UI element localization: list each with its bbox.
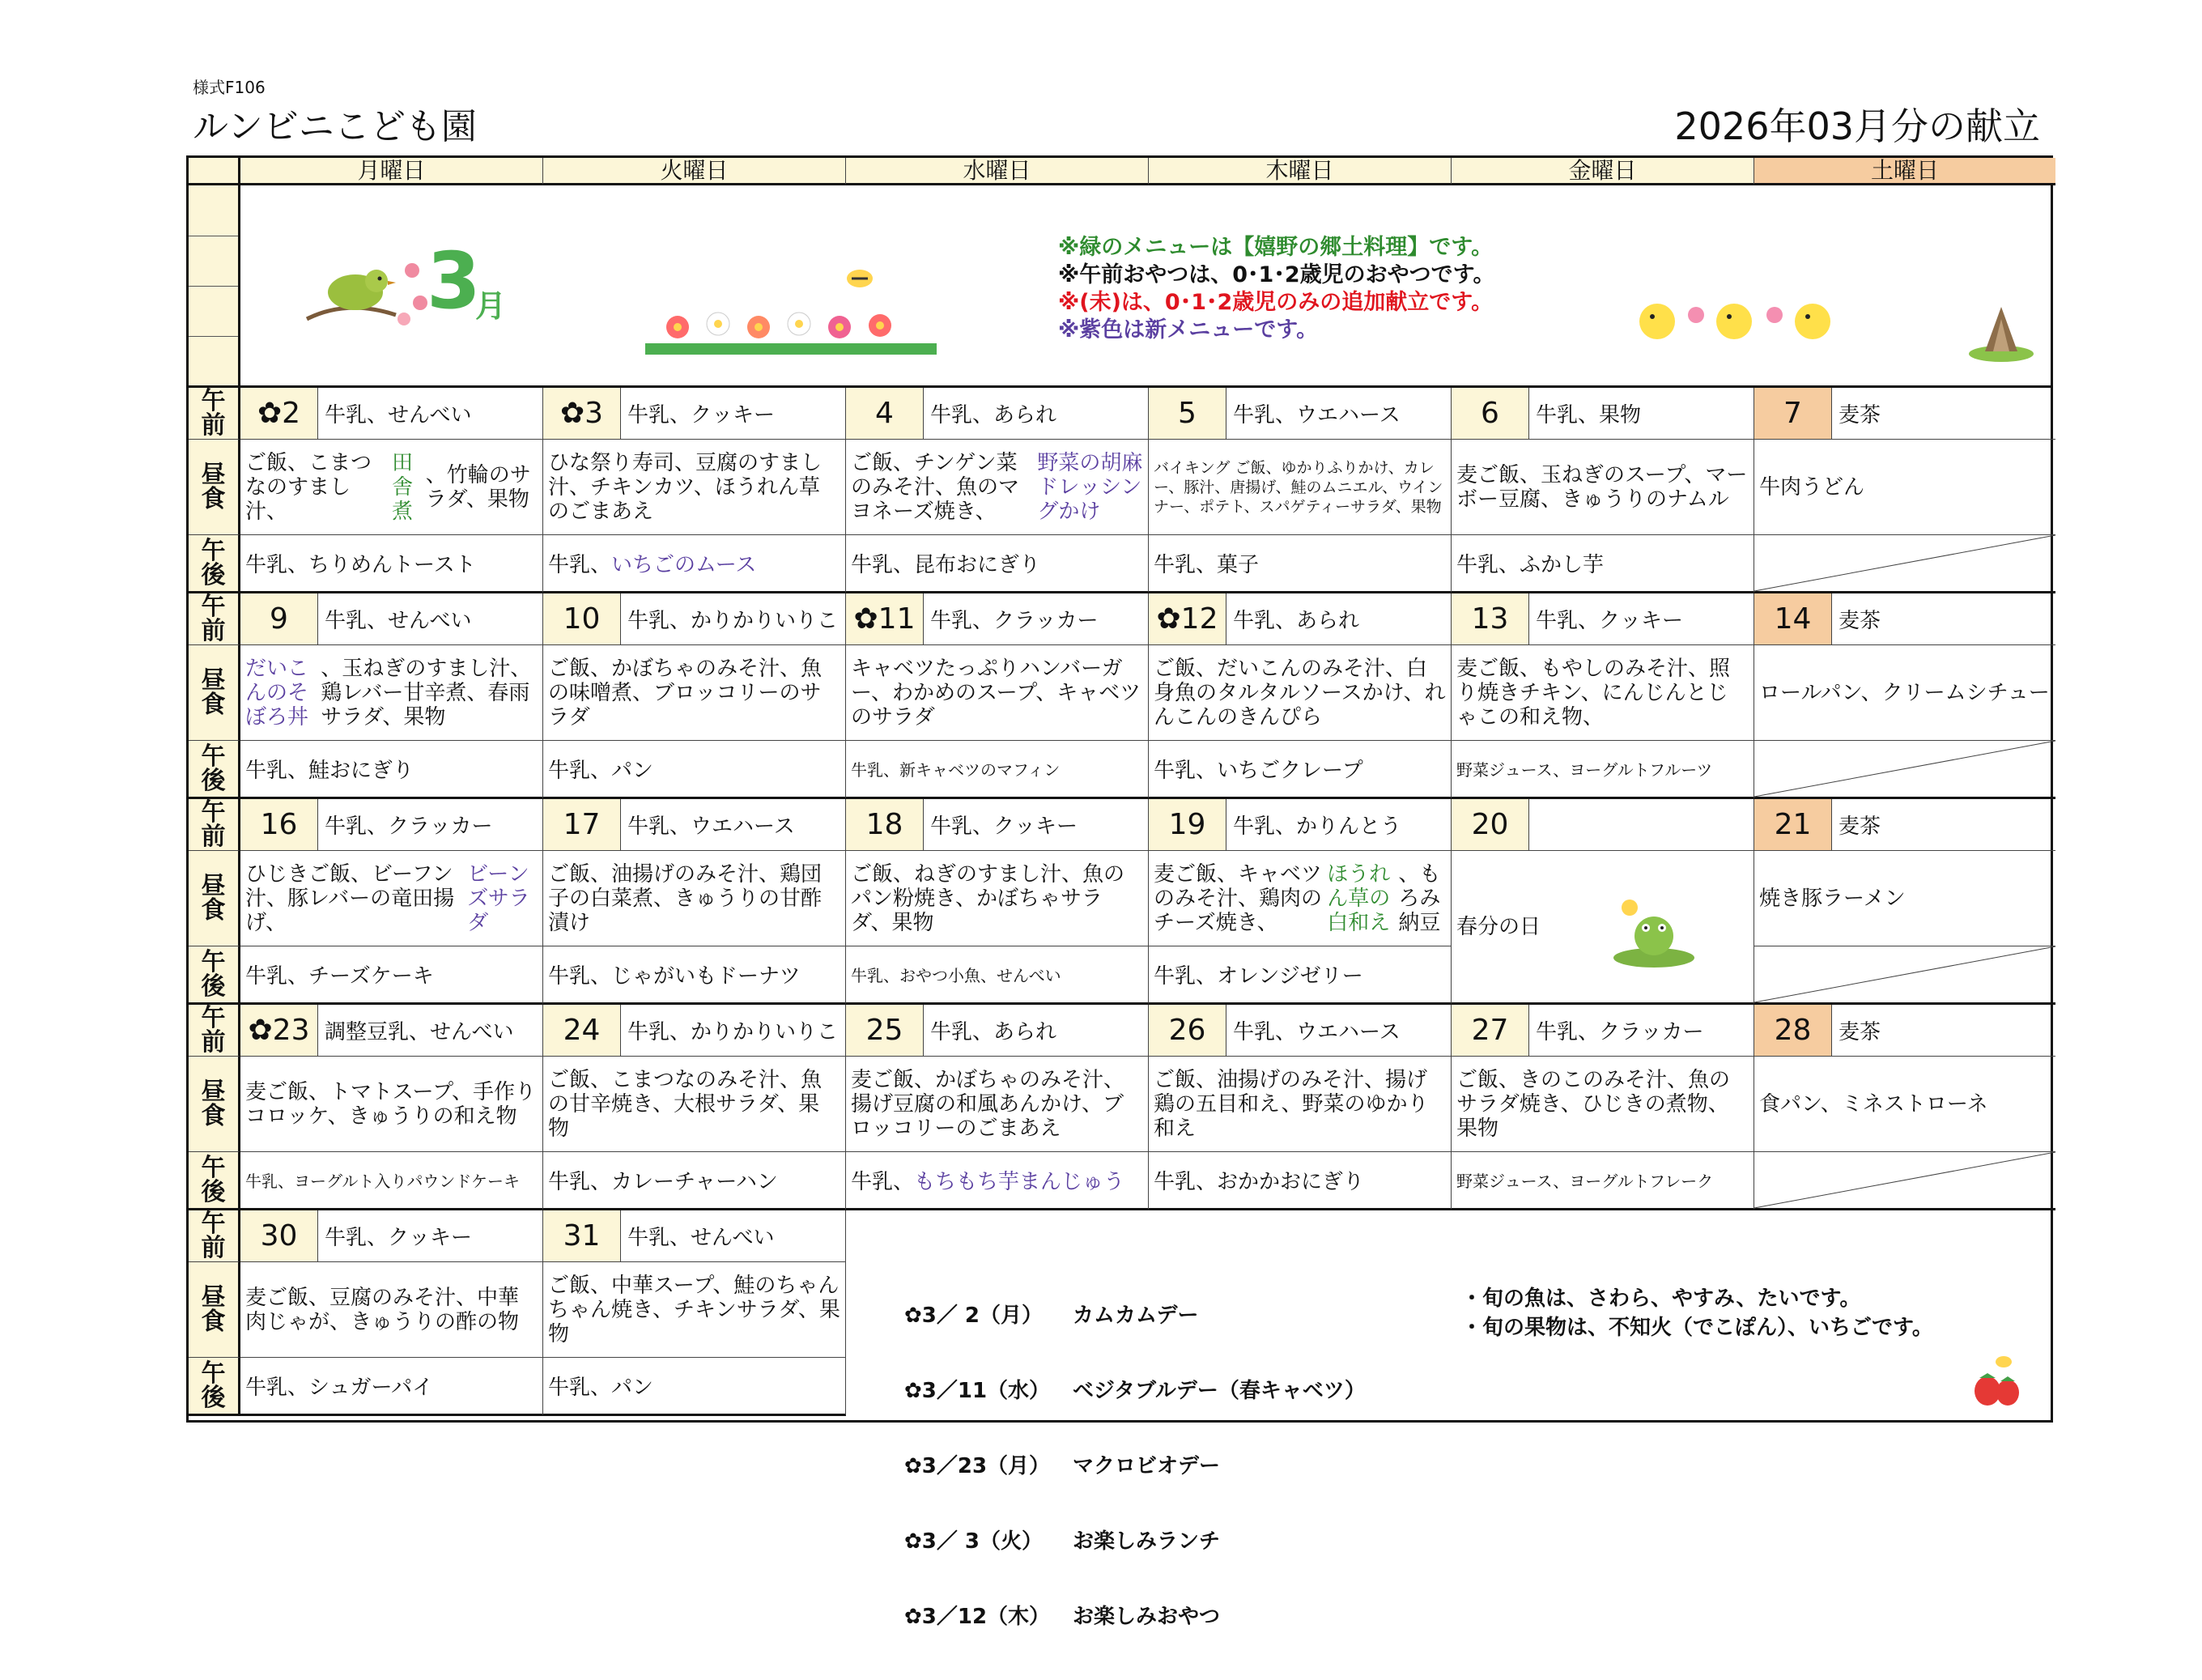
day-number: ✿12 [1149, 593, 1226, 644]
flowers-illustration [645, 262, 937, 359]
lunch-cell [543, 851, 846, 946]
lunch-menu: 焼き豚ラーメン [1759, 886, 1906, 911]
day-number: 5 [1149, 388, 1226, 439]
lunch-cell [240, 1057, 543, 1152]
am-snack: 牛乳、クラッカー [930, 609, 1099, 633]
pm-snack-cell [1149, 946, 1452, 1005]
am-snack: 牛乳、せんべい [325, 609, 472, 633]
am-snack-cell [1754, 593, 2055, 645]
lunch-cell [1754, 851, 2055, 946]
day-number: 9 [240, 593, 318, 644]
am-snack: 牛乳、果物 [1536, 403, 1642, 427]
row-label-am: 午 前 [189, 799, 240, 851]
lunch-cell [846, 645, 1149, 741]
banner [240, 185, 2051, 388]
lunch-cell [543, 440, 846, 535]
day-number: 13 [1452, 593, 1529, 644]
am-snack-cell [543, 799, 846, 851]
lunch-cell [1452, 645, 1754, 741]
am-snack: 牛乳、せんべい [325, 403, 472, 427]
lunch-menu: ご飯、チンゲン菜のみそ汁、魚のマヨネーズ焼き、 野菜の胡麻ドレッシングかけ [851, 450, 1143, 524]
lunch-menu: ひな祭り寿司、豆腐のすまし汁、チキンカツ、ほうれん草のごまあえ [548, 450, 823, 524]
event-date: ✿3／ 2（月） [904, 1304, 1044, 1328]
am-snack: 牛乳、あられ [930, 403, 1057, 427]
lunch-cell [543, 645, 846, 741]
event-name: マクロビオデー [1073, 1454, 1221, 1478]
lunch-menu: 麦ご飯、豆腐のみそ汁、中華肉じゃが、きゅうりの酢の物 [245, 1285, 520, 1334]
pm-snack-cell [543, 535, 846, 593]
lunch-cell [240, 440, 543, 535]
lunch-cell [1452, 1057, 1754, 1152]
pm-snack: 牛乳、おやつ小魚、せんべい [851, 966, 1061, 985]
lunch-menu: 麦ご飯、かぼちゃのみそ汁、揚げ豆腐の和風あんかけ、ブロッコリーのごまあえ [851, 1067, 1125, 1141]
lunch-menu: 麦ご飯、もやしのみそ汁、照り焼きチキン、にんじんとじゃこの和え物、 [1456, 656, 1731, 729]
day-number: ✿2 [240, 388, 318, 439]
lunch-menu: だいこんのそぼろ丼 、玉ねぎのすまし汁、鶏レバー甘辛煮、春雨サラダ、果物 [245, 656, 532, 729]
seasonal-notes [1461, 1284, 1933, 1342]
row-label-pm: 午 後 [189, 741, 240, 799]
form-code: 様式F106 [193, 78, 266, 97]
lunch-menu: ご飯、ねぎのすまし汁、魚のパン粉焼き、かぼちゃサラダ、果物 [851, 861, 1125, 935]
pm-snack: 牛乳、オレンジゼリー [1154, 964, 1363, 989]
event-name: ベジタブルデー（春キャベツ） [1073, 1379, 1366, 1403]
pm-snack: 牛乳、じゃがいもドーナツ [548, 964, 801, 989]
am-snack-cell [1149, 388, 1452, 440]
month-badge: 3 [427, 236, 481, 326]
lunch-menu: ご飯、こまつなのすまし汁、 田舎煮 、竹輪のサラダ、果物 [245, 450, 531, 524]
row-label-lunch: 昼 食 [189, 1262, 240, 1358]
lunch-cell [1754, 440, 2055, 535]
day-number: 26 [1149, 1005, 1226, 1056]
day-number: 6 [1452, 388, 1529, 439]
pm-snack-cell [1754, 1152, 2055, 1210]
pm-snack-cell [240, 946, 543, 1005]
am-snack: 牛乳、クラッカー [1536, 1020, 1704, 1044]
lunch-menu: ご飯、油揚げのみそ汁、揚げ鶏の五目和え、野菜のゆかり和え [1154, 1067, 1429, 1141]
pm-snack: 牛乳、鮭おにぎり [245, 759, 414, 783]
am-snack-cell [1452, 388, 1754, 440]
note-line: ※(未)は、0･1･2歳児のみの追加献立です。 [1058, 290, 1494, 315]
am-snack-cell [1754, 1005, 2055, 1057]
pm-snack-cell [543, 1358, 846, 1416]
pm-snack: 野菜ジュース、ヨーグルトフルーツ [1456, 760, 1713, 780]
no-pm-slash [1754, 535, 2055, 591]
lunch-cell [240, 851, 543, 946]
event-name: お楽しみランチ [1073, 1529, 1221, 1554]
day-number: 7 [1754, 388, 1832, 439]
pm-snack: 牛乳、カレーチャーハン [548, 1170, 778, 1194]
row-label-pm: 午 後 [189, 946, 240, 1005]
am-snack-cell [543, 1210, 846, 1262]
row-label-am: 午 前 [189, 1210, 240, 1262]
menu-title: 2026年03月分の献立 [1674, 104, 2040, 148]
frog-illustration [1605, 891, 1703, 972]
lunch-menu: ご飯、だいこんのみそ汁、白身魚のタルタルソースかけ、れんこんのきんぴら [1154, 656, 1446, 729]
note-line: ※午前おやつは、0･1･2歳児のおやつです。 [1058, 262, 1495, 287]
pm-snack-cell [543, 741, 846, 799]
lunch-menu: ロールパン、クリームシチュー [1759, 680, 2050, 705]
lunch-cell [1149, 1057, 1452, 1152]
pm-snack-cell [1452, 1152, 1754, 1210]
am-snack-cell [240, 1005, 543, 1057]
am-snack-cell [1754, 799, 2055, 851]
day-number: 31 [543, 1210, 621, 1261]
lunch-cell [1149, 851, 1452, 946]
no-pm-slash [1754, 946, 2055, 1002]
lunch-cell [1149, 440, 1452, 535]
day-number: ✿23 [240, 1005, 318, 1056]
pm-snack: 牛乳、パン [548, 1376, 654, 1400]
day-number: 17 [543, 799, 621, 850]
pm-snack-cell [1149, 535, 1452, 593]
event-date: ✿3／11（水） [904, 1379, 1051, 1403]
day-number: 16 [240, 799, 318, 850]
pm-snack-cell [543, 946, 846, 1005]
pm-snack: 牛乳、ふかし芋 [1456, 553, 1605, 577]
pm-snack-cell [1754, 535, 2055, 593]
row-label-pm: 午 後 [189, 535, 240, 593]
am-snack-cell [240, 1210, 543, 1262]
day-number: 14 [1754, 593, 1832, 644]
lunch-menu: ご飯、こまつなのみそ汁、魚の甘辛焼き、大根サラダ、果物 [548, 1067, 823, 1141]
menu-grid [186, 155, 2053, 1629]
day-number: 25 [846, 1005, 924, 1056]
lunch-cell [543, 1057, 846, 1152]
day-number: 27 [1452, 1005, 1529, 1056]
am-snack-cell [846, 593, 1149, 645]
am-snack-cell [1452, 799, 1754, 851]
am-snack: 牛乳、かりかりいりこ [627, 1020, 839, 1044]
am-snack-cell [543, 1005, 846, 1057]
am-snack: 牛乳、クッキー [325, 1226, 473, 1250]
banner-notes [1058, 234, 1494, 344]
pm-snack-cell [240, 535, 543, 593]
lunch-menu: ご飯、中華スープ、鮭のちゃんちゃん焼き、チキンサラダ、果物 [548, 1273, 840, 1346]
pm-snack: 牛乳、おかかおにぎり [1154, 1170, 1365, 1194]
pm-snack: 牛乳、新キャベツのマフィン [851, 760, 1061, 780]
lunch-cell [1754, 1057, 2055, 1152]
am-snack: 麦茶 [1839, 814, 1881, 839]
row-label-pm: 午 後 [189, 1152, 240, 1210]
row-label-am: 午 前 [189, 593, 240, 645]
bamboo-shoot-illustration [1965, 299, 2038, 364]
strawberry-illustration [1963, 1350, 2028, 1415]
lunch-menu: 麦ご飯、玉ねぎのスープ、マーボー豆腐、きゅうりのナムル [1456, 462, 1748, 512]
day-number: 21 [1754, 799, 1832, 850]
am-snack-cell [1149, 799, 1452, 851]
lunch-menu: 麦ご飯、キャベツのみそ汁、鶏肉のチーズ焼き、 ほうれん草の白和え 、もろみ納豆 [1154, 861, 1441, 935]
day-number: ✿11 [846, 593, 924, 644]
corner-cell [189, 158, 240, 185]
pm-snack-cell [846, 946, 1149, 1005]
am-snack: 牛乳、あられ [1233, 609, 1360, 633]
row-label-am: 午 前 [189, 388, 240, 440]
lunch-cell [240, 645, 543, 741]
weekday-header: 木曜日 [1149, 158, 1452, 185]
lunch-cell [846, 440, 1149, 535]
event-date: ✿3／12（木） [904, 1605, 1051, 1629]
am-snack: 調整豆乳、せんべい [325, 1020, 514, 1044]
day-number: 24 [543, 1005, 621, 1056]
lunch-cell [240, 1262, 543, 1358]
day-number: 18 [846, 799, 924, 850]
pm-snack-cell [846, 741, 1149, 799]
am-snack: 牛乳、クラッカー [325, 814, 493, 839]
pm-snack-cell [1149, 741, 1452, 799]
am-snack: 牛乳、クッキー [1536, 609, 1684, 633]
pm-snack-cell [846, 1152, 1149, 1210]
event-date: ✿3／23（月） [904, 1454, 1051, 1478]
lunch-menu: バイキング ご飯、ゆかりふりかけ、カレー、豚汁、唐揚げ、鮭のムニエル、ウインナー、ポテト、スパゲティーサラダ、果物 [1154, 458, 1443, 516]
row-label-lunch: 昼 食 [189, 851, 240, 946]
am-snack: 牛乳、クッキー [930, 814, 1078, 839]
pm-snack-cell [240, 741, 543, 799]
weekday-header-saturday: 土曜日 [1754, 158, 2055, 185]
am-snack: 麦茶 [1839, 609, 1881, 633]
day-number: 19 [1149, 799, 1226, 850]
pm-snack-cell [543, 1152, 846, 1210]
am-snack: 麦茶 [1839, 403, 1881, 427]
no-pm-slash [1754, 1152, 2055, 1208]
lunch-menu: キャベツたっぷりハンバーガー、わかめのスープ、キャベツのサラダ [851, 656, 1141, 729]
am-snack: 牛乳、かりかりいりこ [627, 609, 839, 633]
events-names [1073, 1253, 1366, 1680]
am-snack: 牛乳、かりんとう [1233, 814, 1402, 839]
am-snack-cell [543, 593, 846, 645]
pm-snack: 牛乳、シュガーパイ [245, 1376, 434, 1400]
lunch-menu: 麦ご飯、トマトスープ、手作りコロッケ、きゅうりの和え物 [245, 1079, 537, 1129]
lunch-cell [846, 1057, 1149, 1152]
row-label-pm: 午 後 [189, 1358, 240, 1416]
lunch-menu: 食パン、ミネストローネ [1759, 1091, 1988, 1116]
row-label-am: 午 前 [189, 1005, 240, 1057]
nursery-name: ルンビニこども園 [193, 106, 477, 147]
event-date: ✿3／ 3（火） [904, 1529, 1044, 1554]
pm-snack-cell [1452, 741, 1754, 799]
am-snack-cell [240, 593, 543, 645]
month-suffix: 月 [475, 288, 507, 324]
pm-snack: 牛乳、いちごクレープ [1154, 759, 1363, 783]
am-snack-cell [543, 388, 846, 440]
lunch-menu: ご飯、かぼちゃのみそ汁、魚の味噌煮、ブロッコリーのサラダ [548, 656, 823, 729]
pm-snack-cell [1452, 535, 1754, 593]
am-snack: 牛乳、ウエハース [627, 814, 795, 839]
am-snack: 牛乳、あられ [930, 1020, 1057, 1044]
chicks-illustration [1633, 291, 1843, 347]
day-number: 20 [1452, 799, 1529, 850]
pm-snack-cell [846, 535, 1149, 593]
banner-side [189, 185, 240, 388]
am-snack-cell [1452, 593, 1754, 645]
day-number: 10 [543, 593, 621, 644]
lunch-menu: 牛肉うどん [1759, 474, 1865, 500]
lunch-cell [1149, 645, 1452, 741]
am-snack: 牛乳、ウエハース [1233, 1020, 1401, 1044]
am-snack-cell [240, 388, 543, 440]
lunch-menu: ご飯、きのこのみそ汁、魚のサラダ焼き、ひじきの煮物、果物 [1456, 1067, 1731, 1141]
lunch-cell [1754, 645, 2055, 741]
row-label-lunch: 昼 食 [189, 440, 240, 535]
am-snack: 牛乳、クッキー [627, 403, 776, 427]
am-snack: 牛乳、ウエハース [1233, 403, 1401, 427]
day-number: 4 [846, 388, 924, 439]
am-snack-cell [1149, 1005, 1452, 1057]
row-label-lunch: 昼 食 [189, 1057, 240, 1152]
no-pm-slash [1754, 741, 2055, 797]
event-name: カムカムデー [1073, 1304, 1199, 1328]
am-snack-cell [846, 799, 1149, 851]
seasonal-fish: ・旬の魚は、さわら、やすみ、たいです。 [1461, 1287, 1861, 1311]
lunch-menu: ひじきご飯、ビーフン汁、豚レバーの竜田揚げ、 ビーンズサラダ [245, 861, 530, 935]
weekday-header: 火曜日 [543, 158, 846, 185]
lunch-menu: ご飯、油揚げのみそ汁、鶏団子の白菜煮、きゅうりの甘酢漬け [548, 861, 823, 935]
lunch-cell [846, 851, 1149, 946]
weekday-header: 水曜日 [846, 158, 1149, 185]
pm-snack-cell [240, 1152, 543, 1210]
pm-snack-cell [240, 1358, 543, 1416]
lunch-cell [543, 1262, 846, 1358]
row-label-lunch: 昼 食 [189, 645, 240, 741]
am-snack-cell [846, 1005, 1149, 1057]
pm-snack: 牛乳、ヨーグルト入りパウンドケーキ [245, 1172, 520, 1191]
holiday-name: 春分の日 [1456, 914, 1541, 939]
am-snack-cell [1754, 388, 2055, 440]
day-number: ✿3 [543, 388, 621, 439]
note-line: ※紫色は新メニューです。 [1058, 317, 1319, 342]
pm-snack: 牛乳、チーズケーキ [245, 964, 434, 989]
holiday-cell [1452, 851, 1754, 1005]
am-snack-cell [1452, 1005, 1754, 1057]
day-number: 30 [240, 1210, 318, 1261]
am-snack: 牛乳、せんべい [627, 1226, 775, 1250]
pm-snack: 牛乳、菓子 [1154, 553, 1260, 577]
weekday-header: 金曜日 [1452, 158, 1754, 185]
pm-snack: 牛乳、 いちごのムース [548, 553, 757, 577]
pm-snack-cell [1754, 946, 2055, 1005]
pm-snack-cell [1149, 1152, 1452, 1210]
events-area [846, 1213, 2055, 1629]
lunch-cell [1452, 440, 1754, 535]
pm-snack: 牛乳、パン [548, 759, 654, 783]
pm-snack: 野菜ジュース、ヨーグルトフレーク [1456, 1172, 1714, 1191]
pm-snack-cell [1754, 741, 2055, 799]
events-dates [904, 1253, 1050, 1680]
am-snack: 麦茶 [1839, 1020, 1881, 1044]
weekday-header: 月曜日 [240, 158, 543, 185]
am-snack-cell [1149, 593, 1452, 645]
pm-snack: 牛乳、 もちもち芋まんじゅう [851, 1170, 1125, 1194]
note-line: ※緑のメニューは【嬉野の郷土料理】です。 [1058, 235, 1494, 260]
day-number: 28 [1754, 1005, 1832, 1056]
seasonal-fruit: ・旬の果物は、不知火（でこぽん）、いちごです。 [1461, 1316, 1933, 1340]
pm-snack: 牛乳、昆布おにぎり [851, 553, 1041, 577]
event-name: お楽しみおやつ [1073, 1605, 1221, 1629]
am-snack-cell [846, 388, 1149, 440]
am-snack-cell [240, 799, 543, 851]
pm-snack: 牛乳、ちりめんトースト [245, 553, 476, 577]
